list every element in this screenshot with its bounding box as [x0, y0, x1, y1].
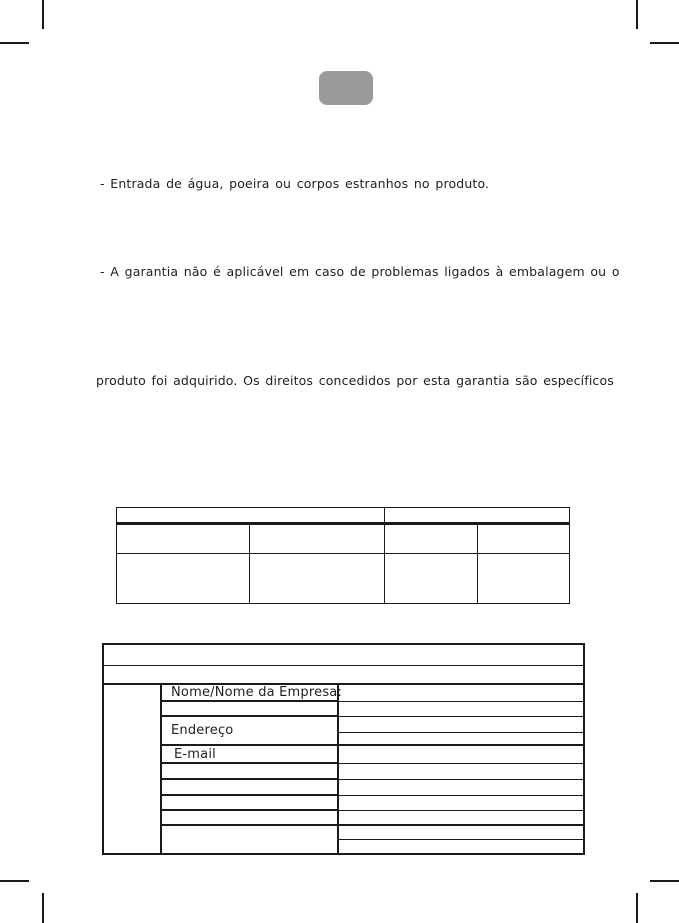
field-label-empty — [161, 795, 338, 810]
body-text-line-1: - Entrada de água, poeira ou corpos estranhos no produto. — [100, 175, 490, 191]
table-cell — [385, 524, 478, 554]
table-row — [103, 684, 584, 701]
field-value-cell — [338, 745, 584, 763]
table-row — [117, 508, 570, 524]
table-cell — [478, 524, 570, 554]
crop-mark-bottom-left-vertical — [42, 893, 44, 923]
crop-mark-bottom-right-horizontal — [650, 880, 679, 882]
field-label-empty — [161, 763, 338, 779]
table-cell — [117, 554, 250, 604]
table-row — [103, 763, 584, 779]
table-row — [117, 554, 570, 604]
form-header-cell — [103, 644, 584, 665]
field-label-empty — [161, 825, 338, 854]
field-value-cell — [338, 684, 584, 701]
table-cell — [478, 554, 570, 604]
table-row — [103, 795, 584, 810]
field-label-empty — [161, 810, 338, 825]
table-row — [103, 716, 584, 732]
field-value-cell — [338, 701, 584, 716]
field-label-email: E-mail — [161, 745, 338, 763]
crop-mark-top-left-vertical — [42, 0, 44, 29]
field-label-empty — [161, 701, 338, 716]
table-row — [103, 810, 584, 825]
field-value-cell — [338, 810, 584, 825]
crop-mark-bottom-left-horizontal — [0, 880, 29, 882]
table-row — [103, 779, 584, 795]
service-info-table — [116, 507, 570, 604]
form-header-cell — [103, 665, 584, 684]
body-text-line-3: produto foi adquirido. Os direitos concedidos por esta garantia são específicos — [96, 372, 614, 388]
table-cell — [250, 524, 385, 554]
table-cell — [385, 554, 478, 604]
form-side-cell — [103, 684, 161, 854]
body-text-line-2: - A garantia não é aplicável em caso de problemas ligados à embalagem ou o — [100, 263, 620, 279]
field-value-cell — [338, 779, 584, 795]
table-header-cell — [385, 508, 570, 524]
table-row — [103, 644, 584, 665]
table-cell — [250, 554, 385, 604]
field-value-cell — [338, 839, 584, 854]
field-value-cell — [338, 716, 584, 732]
crop-mark-top-left-horizontal — [0, 42, 29, 44]
table-row — [103, 825, 584, 839]
field-label-address: Endereço — [161, 716, 338, 745]
table-row — [103, 701, 584, 716]
crop-mark-top-right-horizontal — [650, 42, 679, 44]
table-row — [103, 745, 584, 763]
field-value-cell — [338, 763, 584, 779]
field-value-cell — [338, 795, 584, 810]
table-row — [117, 524, 570, 554]
crop-mark-top-right-vertical — [636, 0, 638, 29]
field-value-cell — [338, 732, 584, 745]
crop-mark-bottom-right-vertical — [636, 893, 638, 923]
logo-placeholder — [319, 71, 373, 105]
warranty-registration-table — [102, 643, 585, 855]
field-label-empty — [161, 779, 338, 795]
table-cell — [117, 524, 250, 554]
field-label-name: Nome/Nome da Empresa: — [161, 684, 338, 701]
table-row — [103, 665, 584, 684]
field-value-cell — [338, 825, 584, 839]
table-header-cell — [117, 508, 385, 524]
